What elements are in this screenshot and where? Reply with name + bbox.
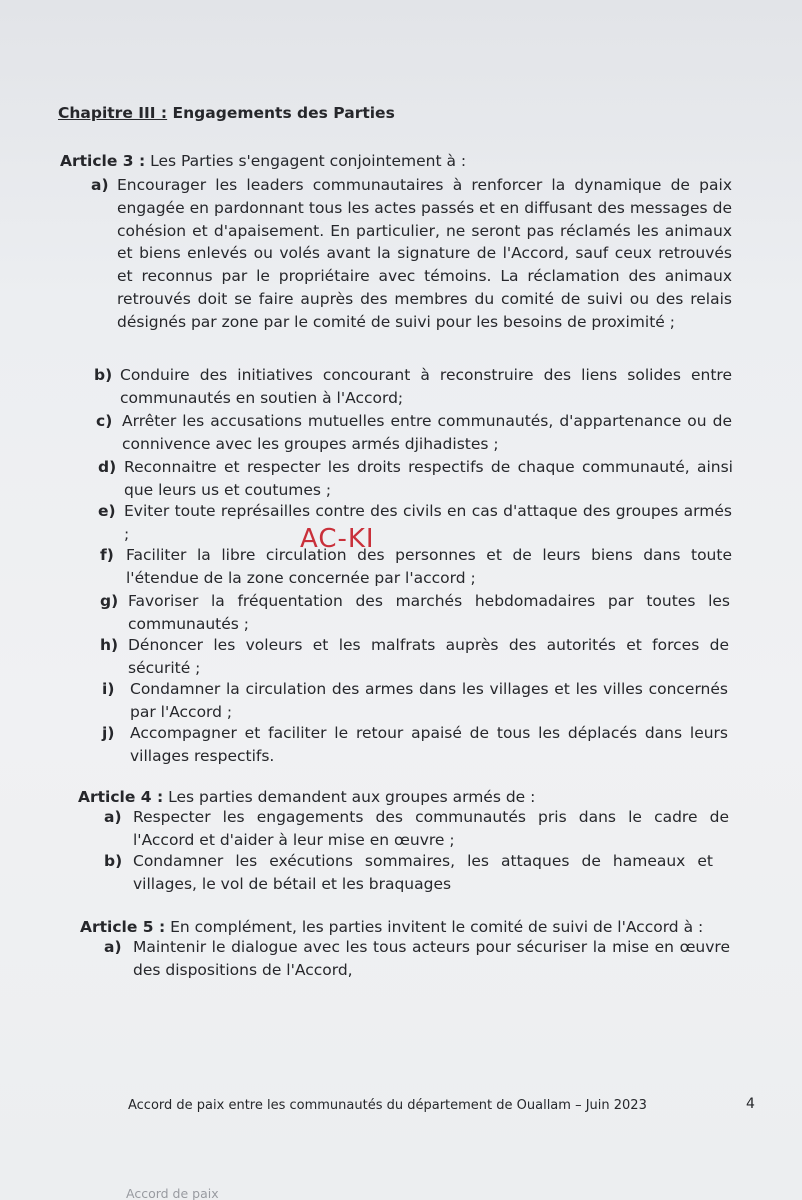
- article-3-item-h: h) Dénoncer les voleurs et les malfrats auprès des autorités et forces de sécurité ;: [100, 636, 729, 677]
- article-3-item-a: a) Encourager les leaders communautaires à renforcer la dynamique de paix engagée en pardonnant tous les actes passés et en diffusant des messages de cohésion et d'apaisement. En particulier, ne seront pas réclamés les animaux et biens enlevés ou volés avant la signature de l'Accord, sauf ceux retrouvés et reconnus par le propriétaire avec témoins. La réclamation des animaux retrouvés doit se faire auprès des membres du comité de suivi ou des relais désignés par zone par le comité de suivi pour les besoins de proximité ;: [91, 176, 732, 331]
- article-5-heading: [80, 918, 703, 936]
- article-4-heading: [78, 788, 535, 806]
- article-3-item-d: d) Reconnaitre et respecter les droits respectifs de chaque communauté, ainsi que leurs us et coutumes ;: [98, 458, 733, 499]
- article-5-item-a: a) Maintenir le dialogue avec les tous acteurs pour sécuriser la mise en œuvre des dispositions de l'Accord,: [104, 938, 730, 979]
- page-number: 4: [746, 1096, 755, 1112]
- article-3-heading: [60, 152, 466, 170]
- article-5-label: Article 5 :: [80, 918, 166, 936]
- article-3-item-j: j) Accompagner et faciliter le retour apaisé de tous les déplacés dans leurs villages respectifs.: [102, 724, 728, 765]
- article-3-item-f: f) Faciliter la libre circulation des personnes et de leurs biens dans toute l'étendue de la zone concernée par l'accord ;: [100, 546, 732, 587]
- article-4-label: Article 4 :: [78, 788, 164, 806]
- article-3-label: Article 3 :: [60, 152, 146, 170]
- article-4-intro: Les parties demandent aux groupes armés de :: [168, 788, 536, 806]
- article-4-item-b: b) Condamner les exécutions sommaires, les attaques de hameaux et villages, le vol de bétail et les braquages: [104, 852, 713, 893]
- article-3-item-c: c) Arrêter les accusations mutuelles entre communautés, d'appartenance ou de connivence avec les groupes armés djihadistes ;: [96, 412, 732, 453]
- chapter-label: Chapitre III :: [58, 104, 168, 122]
- article-3-item-i: i) Condamner la circulation des armes dans les villages et les villes concernés par l'Accord ;: [102, 680, 728, 721]
- chapter-heading: [58, 104, 395, 122]
- bleed-through-text: Accord de paix: [126, 1186, 219, 1200]
- article-5-intro: En complément, les parties invitent le comité de suivi de l'Accord à :: [170, 918, 704, 936]
- chapter-title: Engagements des Parties: [172, 104, 395, 122]
- article-3-intro: Les Parties s'engagent conjointement à :: [150, 152, 467, 170]
- article-3-item-g: g) Favoriser la fréquentation des marchés hebdomadaires par toutes les communautés ;: [100, 592, 730, 633]
- article-4-item-a: a) Respecter les engagements des communautés pris dans le cadre de l'Accord et d'aider à leur mise en œuvre ;: [104, 808, 729, 849]
- handwritten-annotation: AC-KI: [300, 524, 375, 554]
- article-3-item-e: e) Eviter toute représailles contre des civils en cas d'attaque des groupes armés ;: [98, 502, 732, 543]
- page-footer: Accord de paix entre les communautés du département de Ouallam – Juin 2023: [128, 1098, 647, 1113]
- article-3-item-b: b) Conduire des initiatives concourant à reconstruire des liens solides entre communautés en soutien à l'Accord;: [94, 366, 732, 407]
